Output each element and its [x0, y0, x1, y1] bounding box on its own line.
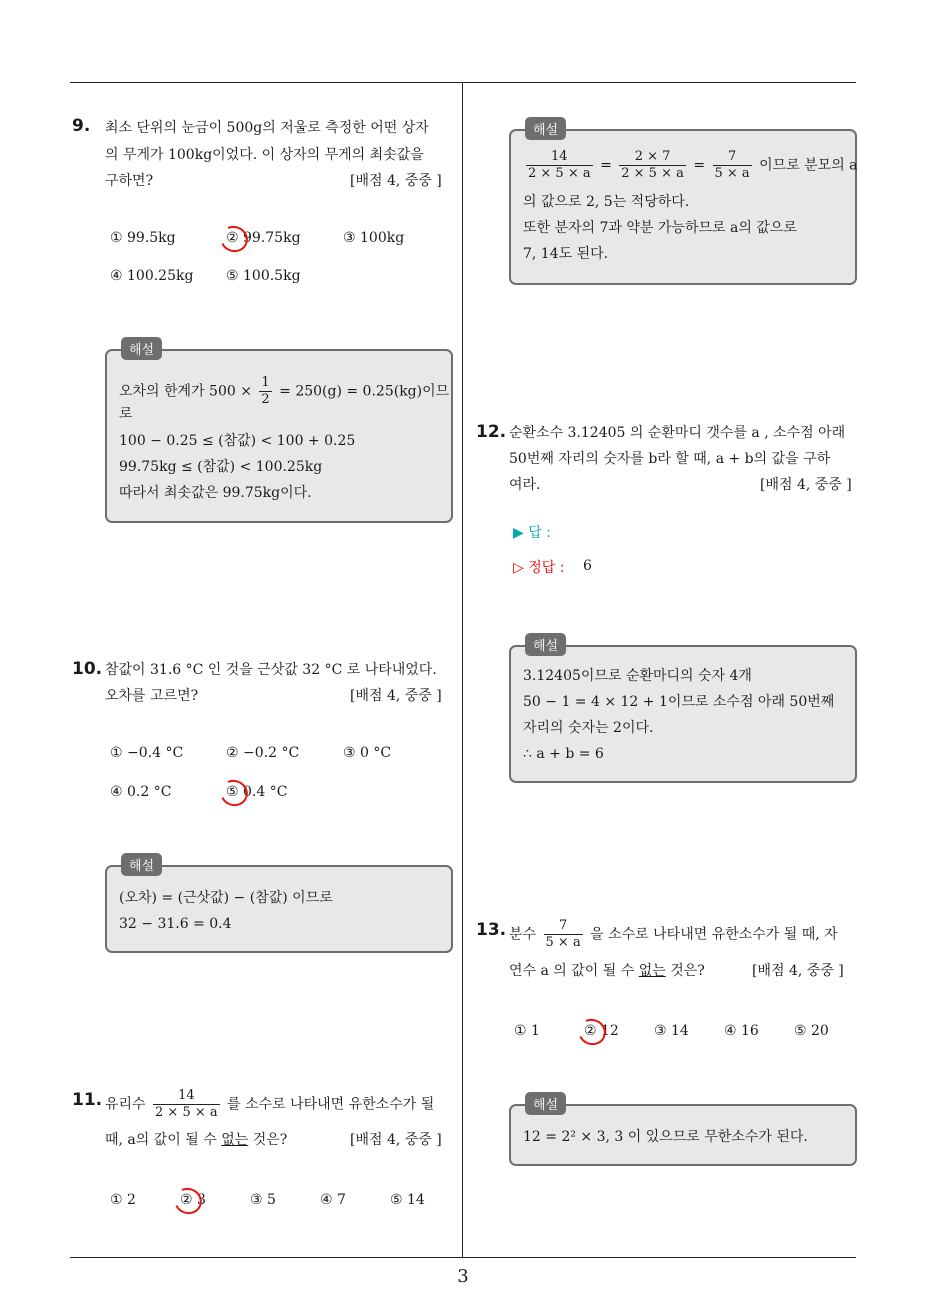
question-text-line — [509, 960, 705, 980]
solution-line: ∴ a + b = 6 — [523, 746, 604, 762]
question-text-line: 순환소수 3.12̇405̇ 의 순환마디 갯수를 a , 소수점 아래 — [509, 425, 846, 441]
question-text: 분수 — [509, 926, 537, 943]
question-text: 연수 a 의 값이 될 수 — [509, 963, 635, 979]
solution-text: 오차의 한계가 500 × — [119, 383, 252, 400]
question-text-line: 최소 단위의 눈금이 500g의 저울로 측정한 어떤 상자 — [105, 120, 429, 136]
question-text-line: 구하면? — [105, 173, 154, 189]
choice-5[interactable]: ⑤ 14 — [390, 1192, 425, 1208]
selected-answer-mark — [216, 776, 251, 810]
fraction: $\frac{14}{2 \times 5 \times a}$ — [155, 1088, 218, 1120]
solution-line: 12 = 2² × 3, 3 이 있으므로 무한소수가 된다. — [523, 1129, 808, 1145]
fraction: $\frac{2 \times 7}{2 \times 5 \times a}$ — [621, 149, 684, 181]
choice-1[interactable]: ① −0.4 °C — [110, 745, 184, 761]
solution-tag: 해설 — [525, 633, 566, 656]
solution-line: 로 — [119, 406, 133, 422]
question-text-line — [105, 1088, 434, 1121]
choice-4[interactable]: ④ 7 — [320, 1192, 346, 1208]
choice-5[interactable]: ⑤ 100.5kg — [226, 268, 301, 284]
question-text-line — [105, 1129, 287, 1149]
question-text-line: 참값이 31.6 °C 인 것을 근삿값 32 °C 로 나타내었다. — [105, 662, 437, 678]
question-text-line: 의 무게가 100kg이었다. 이 상자의 무게의 최솟값을 — [105, 147, 424, 163]
solution-text: 이므로 분모의 a — [759, 157, 858, 174]
fraction: $\frac{7}{5 \times a}$ — [714, 149, 750, 181]
choice-2[interactable]: ② −0.2 °C — [226, 745, 300, 761]
question-text: 것은? — [670, 963, 705, 979]
solution-box — [509, 1098, 857, 1166]
answer-label: ▶ 답 : — [513, 525, 551, 541]
fraction: $\frac{14}{2 \times 5 \times a}$ — [528, 149, 591, 181]
choice-3[interactable]: ③ 100kg — [343, 230, 405, 246]
fraction: $\frac{7}{5 \times a}$ — [545, 918, 581, 950]
question-text: 을 소수로 나타내면 유한소수가 될 때, 자 — [590, 926, 838, 943]
solution-line: 99.75kg ≤ (참값) < 100.25kg — [119, 459, 323, 475]
solution-box — [105, 343, 453, 523]
solution-text: = 250(g) = 0.25(kg)이므 — [279, 383, 450, 400]
solution-tag: 해설 — [121, 337, 162, 360]
selected-answer-mark — [574, 1015, 609, 1049]
choice-1[interactable]: ① 99.5kg — [110, 230, 176, 246]
column-divider — [462, 82, 463, 1257]
solution-line: $\frac{14}{2 \times 5 \times a}$ = $\frac{2 \times 7}{2 \times 5 \times a}$ = $\frac{7}{5 \times a}$ 이므로 분모의 a — [528, 149, 858, 181]
choice-4[interactable]: ④ 16 — [724, 1023, 759, 1039]
question-number: 11. — [72, 1090, 103, 1110]
correct-answer-label: ▷ 정답 : — [513, 560, 565, 576]
correct-answer-value: 6 — [583, 558, 592, 574]
question-text-line: 여라. — [509, 477, 541, 493]
fraction: $\frac{1}{2}$ — [261, 375, 270, 407]
choice-3[interactable]: ③ 5 — [250, 1192, 276, 1208]
choice-3[interactable]: ③ 0 °C — [343, 745, 392, 761]
solution-line: 의 값으로 2, 5는 적당하다. — [523, 194, 690, 210]
selected-answer-mark — [170, 1184, 205, 1218]
question-number: 13. — [476, 920, 507, 940]
question-text-line — [509, 918, 838, 951]
page-number: 3 — [457, 1266, 469, 1287]
score-difficulty: [배점 4, 중중 ] — [350, 1132, 442, 1148]
choice-2[interactable]: ② 99.75kg — [226, 230, 301, 246]
bottom-rule — [70, 1257, 856, 1258]
selected-answer-mark — [216, 222, 251, 256]
solution-line — [119, 375, 449, 408]
question-number: 10. — [72, 659, 103, 679]
solution-line: 7, 14도 된다. — [523, 246, 609, 262]
solution-line: 3.12̇405̇이므로 순환마디의 숫자 4개 — [523, 668, 752, 684]
choice-5[interactable]: ⑤ 20 — [794, 1023, 829, 1039]
solution-line: 50 − 1 = 4 × 12 + 1이므로 소수점 아래 50번째 — [523, 694, 835, 710]
solution-line: 따라서 최솟값은 99.75kg이다. — [119, 485, 312, 501]
question-text: 때, a의 값이 될 수 — [105, 1132, 217, 1148]
question-text-line: 오차를 고르면? — [105, 688, 199, 704]
choice-4[interactable]: ④ 100.25kg — [110, 268, 194, 284]
question-text-line: 50번째 자리의 숫자를 b라 할 때, a + b의 값을 구하 — [509, 451, 831, 467]
score-difficulty: [배점 4, 중중 ] — [752, 963, 844, 979]
question-number: 9. — [72, 116, 91, 136]
choice-1[interactable]: ① 2 — [110, 1192, 136, 1208]
solution-tag: 해설 — [121, 853, 162, 876]
solution-line: 또한 분자의 7과 약분 가능하므로 a의 값으로 — [523, 220, 797, 236]
score-difficulty: [배점 4, 중중 ] — [760, 477, 852, 493]
solution-line: 자리의 숫자는 2이다. — [523, 720, 654, 736]
solution-tag: 해설 — [525, 117, 566, 140]
choice-2[interactable]: ② 12 — [584, 1023, 619, 1039]
solution-box — [105, 859, 453, 953]
choice-3[interactable]: ③ 14 — [654, 1023, 689, 1039]
question-text: 것은? — [252, 1132, 288, 1148]
score-difficulty: [배점 4, 중중 ] — [350, 688, 442, 704]
choice-4[interactable]: ④ 0.2 °C — [110, 784, 172, 800]
solution-line: 32 − 31.6 = 0.4 — [119, 916, 232, 932]
score-difficulty: [배점 4, 중중 ] — [350, 173, 442, 189]
underlined-word: 없는 — [221, 1132, 249, 1148]
choice-2[interactable]: ② 3 — [180, 1192, 206, 1208]
solution-tag: 해설 — [525, 1092, 566, 1115]
question-number: 12. — [476, 422, 507, 442]
solution-box — [509, 123, 858, 285]
top-rule — [70, 82, 856, 83]
question-text: 를 소수로 나타내면 유한소수가 될 — [227, 1096, 435, 1113]
underlined-word: 없는 — [638, 963, 666, 979]
choice-5[interactable]: ⑤ 0.4 °C — [226, 784, 288, 800]
question-text: 유리수 — [105, 1096, 146, 1113]
solution-line: (오차) = (근삿값) − (참값) 이므로 — [119, 890, 333, 906]
solution-line: 100 − 0.25 ≤ (참값) < 100 + 0.25 — [119, 433, 356, 449]
solution-box — [509, 639, 857, 783]
choice-1[interactable]: ① 1 — [514, 1023, 540, 1039]
